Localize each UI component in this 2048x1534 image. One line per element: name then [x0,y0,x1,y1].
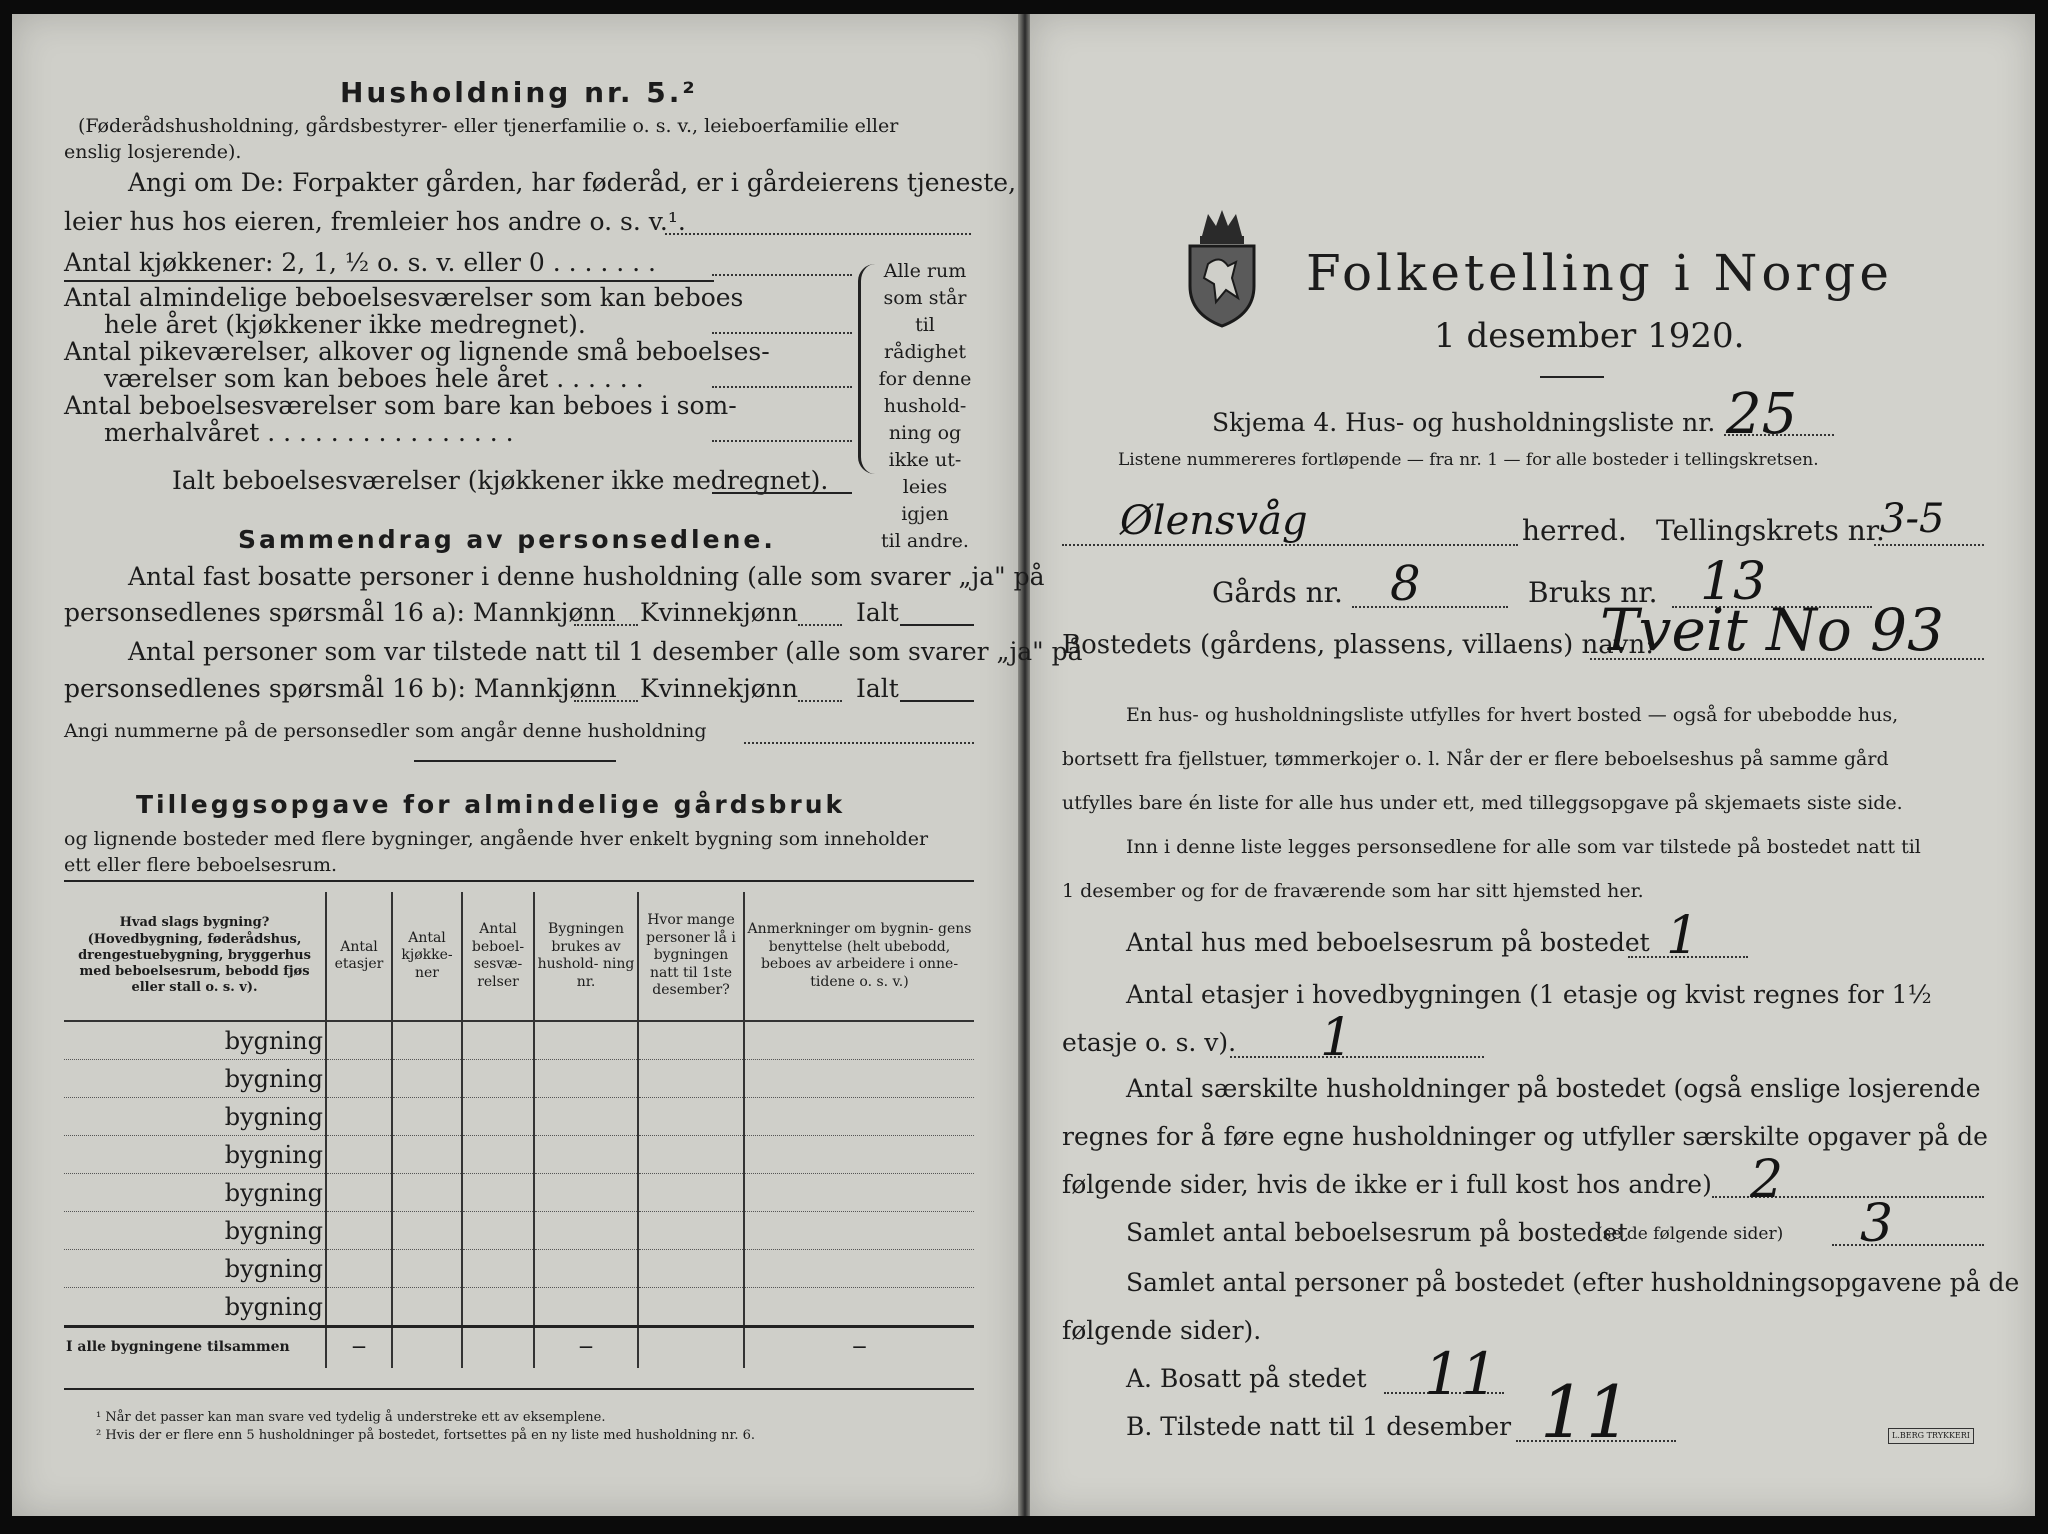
q-households-line-2: regnes for å føre egne husholdninger og utfyller særskilte opgaver på de [1062,1122,1988,1151]
numbers-answer-line[interactable] [744,742,974,744]
krets-value: 3-5 [1880,496,1945,542]
schema-label: Skjema 4. Hus- og husholdningsliste nr. [1212,408,1716,437]
bruks-value: 13 [1700,552,1767,612]
header-persons: Hvor mange personer lå i bygningen natt til 1ste desember? [638,892,744,1021]
krets-label: Tellingskrets nr. [1656,514,1885,547]
question-total-rooms: Ialt beboelsesværelser (kjøkkener ikke medregnet). [172,466,829,495]
table-row[interactable] [64,1174,974,1212]
q-houses-label: Antal hus med beboelsesrum på bostedet [1126,928,1650,957]
total-rooms-answer-line[interactable] [712,492,852,494]
footnote-2: ² Hvis der er flere enn 5 husholdninger på bostedet, fortsettes på en ny liste med husholdning nr. 6. [96,1428,756,1443]
q-floors-field[interactable] [1230,1056,1484,1058]
q-resident-label: A. Bosatt på stedet [1126,1364,1367,1393]
question-ordinary-rooms-2: hele året (kjøkkener ikke medregnet). [104,310,586,339]
table-row[interactable] [64,1136,974,1174]
total-floors-dash: — [326,1327,392,1369]
q-persons-line-2: følgende sider). [1062,1316,1262,1345]
census-date: 1 desember 1920. [1434,316,1745,356]
q-floors-value: 1 [1320,1008,1354,1068]
total-remarks-dash: — [744,1327,974,1369]
row-label: bygning [64,1288,326,1327]
question-kitchens: Antal kjøkkener: 2, 1, ½ o. s. v. eller 0 . . . . . . . [64,248,657,277]
total-label-1: Ialt [856,598,899,627]
question-maid-rooms-1: Antal pikeværelser, alkover og lignende små beboelses- [64,337,770,366]
herred-value: Ølensvåg [1120,498,1308,544]
instruction-3: utfylles bare én liste for alle hus under ett, med tilleggsopgave på skjemaets siste side. [1062,792,1903,814]
household-intro-1: (Føderådshusholdning, gårdsbestyrer- eller tjenerfamilie o. s. v., leieboerfamilie eller [78,115,899,137]
printer-stamp: L.BERG TRYKKERI [1888,1428,1974,1444]
summary-line-2b: personsedlenes spørsmål 16 b): Mannkjønn [64,674,617,703]
female-label-1: Kvinnekjønn [640,598,798,627]
q-resident-value: 11 [1424,1340,1498,1408]
present-total-field[interactable] [900,700,974,702]
total-usedby-dash: — [534,1327,638,1369]
table-bottom-rule [64,1388,974,1390]
angi-numbers-label: Angi nummerne på de personsedler som angår denne husholdning [64,720,707,742]
tillegg-line-1: og lignende bosteder med flere bygninger, angående hver enkelt bygning som inneholder [64,828,929,850]
coat-of-arms-icon [1180,206,1264,330]
table-row[interactable] [64,1288,974,1327]
side-note: Alle rum som står til rådighet for denne hushold- ning og ikke ut- leies igjen til andre. [878,260,972,552]
q-present-label: B. Tilstede natt til 1 desember [1126,1412,1512,1441]
q-households-value: 2 [1750,1150,1784,1210]
header-floors: Antal etasjer [326,892,392,1021]
summary-line-1b: personsedlenes spørsmål 16 a): Mannkjønn [64,598,616,627]
row-label: bygning [64,1021,326,1060]
separator-rule [414,760,616,762]
angi-line-1: Angi om De: Forpakter gården, har føderåd, er i gårdeierens tjeneste, [128,168,1017,197]
question-maid-rooms-2: værelser som kan beboes hele året . . . . . . [104,364,644,393]
header-kitchens: Antal kjøkke- ner [392,892,462,1021]
q-present-value: 11 [1540,1370,1632,1454]
header-remarks: Anmerkninger om bygnin- gens benyttelse (helt ubebodd, beboes av arbeidere i onne- tidene o. s. v.) [744,892,974,1021]
gards-value: 8 [1390,556,1421,612]
census-title: Folketelling i Norge [1306,244,1893,302]
table-header-row [64,892,974,1021]
side-brace [858,264,875,474]
row-label: bygning [64,1060,326,1098]
maid-rooms-answer-line[interactable] [712,386,852,388]
footnote-1: ¹ Når det passer kan man svare ved tydelig å understreke ett av eksemplene. [96,1410,606,1425]
household-title: Husholdning nr. 5.² [340,76,698,109]
q-houses-value: 1 [1666,906,1700,966]
table-row[interactable] [64,1060,974,1098]
row-label: bygning [64,1136,326,1174]
table-row[interactable] [64,1250,974,1288]
total-label: I alle bygningene tilsammen [64,1327,326,1369]
summary-title: Sammendrag av personsedlene. [238,525,776,554]
q-rooms-label: Samlet antal beboelsesrum på bostedet [1126,1218,1628,1247]
table-row[interactable] [64,1098,974,1136]
present-male-field[interactable] [574,700,638,702]
bruks-label: Bruks nr. [1528,576,1658,609]
row-label: bygning [64,1212,326,1250]
tillegg-line-2: ett eller flere beboelsesrum. [64,854,338,876]
q-rooms-value: 3 [1860,1194,1894,1254]
kitchens-answer-line[interactable] [712,274,852,276]
female-label-2: Kvinnekjønn [640,674,798,703]
summary-line-1a: Antal fast bosatte personer i denne husholdning (alle som svarer „ja" på [128,562,1045,591]
row-label: bygning [64,1098,326,1136]
instruction-5: 1 desember og for de fraværende som har sitt hjemsted her. [1062,880,1644,902]
tillegg-title: Tilleggsopgave for almindelige gårdsbruk [136,790,846,819]
rule [64,280,714,282]
instruction-2: bortsett fra fjellstuer, tømmerkojer o. l. Når der er flere beboelseshus på samme gård [1062,748,1889,770]
herred-field[interactable] [1062,544,1518,546]
header-used-by: Bygningen brukes av hushold- ning nr. [534,892,638,1021]
question-summer-rooms-1: Antal beboelsesværelser som bare kan beboes i som- [64,391,737,420]
resident-male-field[interactable] [574,624,638,626]
question-ordinary-rooms-1: Antal almindelige beboelsesværelser som kan beboes [64,283,744,312]
present-female-field[interactable] [798,700,842,702]
herred-label: herred. [1522,514,1627,547]
gards-field[interactable] [1352,606,1508,608]
bosted-label: Bostedets (gårdens, plassens, villaens) navn: [1062,630,1654,660]
q-households-line-1: Antal særskilte husholdninger på bostedet (også enslige losjerende [1126,1074,1981,1103]
gards-label: Gårds nr. [1212,576,1343,609]
q-floors-line-2: etasje o. s. v). [1062,1028,1237,1057]
row-label: bygning [64,1174,326,1212]
instruction-4: Inn i denne liste legges personsedlene for alle som var tilstede på bostedet natt til [1126,836,1921,858]
table-row[interactable] [64,1021,974,1060]
total-label-2: Ialt [856,674,899,703]
header-building-type: Hvad slags bygning? (Hovedbygning, føderådshus, drengestuebygning, bryggerhus med beboelsesrum, bebodd fjøs eller stall o. s. v). [64,892,326,1021]
summary-line-2a: Antal personer som var tilstede natt til 1 desember (alle som svarer „ja" på [128,637,1083,666]
angi-line-2: leier hus hos eieren, fremleier hos andre o. s. v.¹. [64,207,686,236]
header-rooms: Antal beboel- sesvæ- relser [462,892,534,1021]
resident-total-field[interactable] [900,624,974,626]
table-total-row [64,1327,974,1369]
question-summer-rooms-2: merhalvåret . . . . . . . . . . . . . . . . [104,418,514,447]
table-top-rule [64,880,974,882]
krets-field[interactable] [1874,544,1984,546]
q-rooms-field[interactable] [1832,1244,1984,1246]
numbering-note: Listene nummereres fortløpende — fra nr. 1 — for alle bosteder i tellingskretsen. [1118,450,1819,470]
title-rule [1540,376,1604,378]
buildings-table [64,892,974,1368]
angi-answer-line[interactable] [665,233,971,235]
resident-female-field[interactable] [798,624,842,626]
q-persons-line-1: Samlet antal personer på bostedet (efter husholdningsopgavene på de [1126,1268,2020,1297]
bosted-value: Tveit No 93 [1600,596,1944,664]
summer-rooms-answer-line[interactable] [712,440,852,442]
household-intro-2: enslig losjerende). [64,141,242,163]
q-rooms-note: (se de følgende sider) [1596,1224,1784,1244]
table-row[interactable] [64,1212,974,1250]
q-floors-line-1: Antal etasjer i hovedbygningen (1 etasje og kvist regnes for 1½ [1126,980,1932,1009]
q-households-line-3: følgende sider, hvis de ikke er i full kost hos andre) [1062,1170,1712,1199]
instruction-1: En hus- og husholdningsliste utfylles for hvert bosted — også for ubebodde hus, [1126,704,1899,726]
ordinary-rooms-answer-line[interactable] [712,332,852,334]
list-number-value: 25 [1726,382,1798,447]
row-label: bygning [64,1250,326,1288]
